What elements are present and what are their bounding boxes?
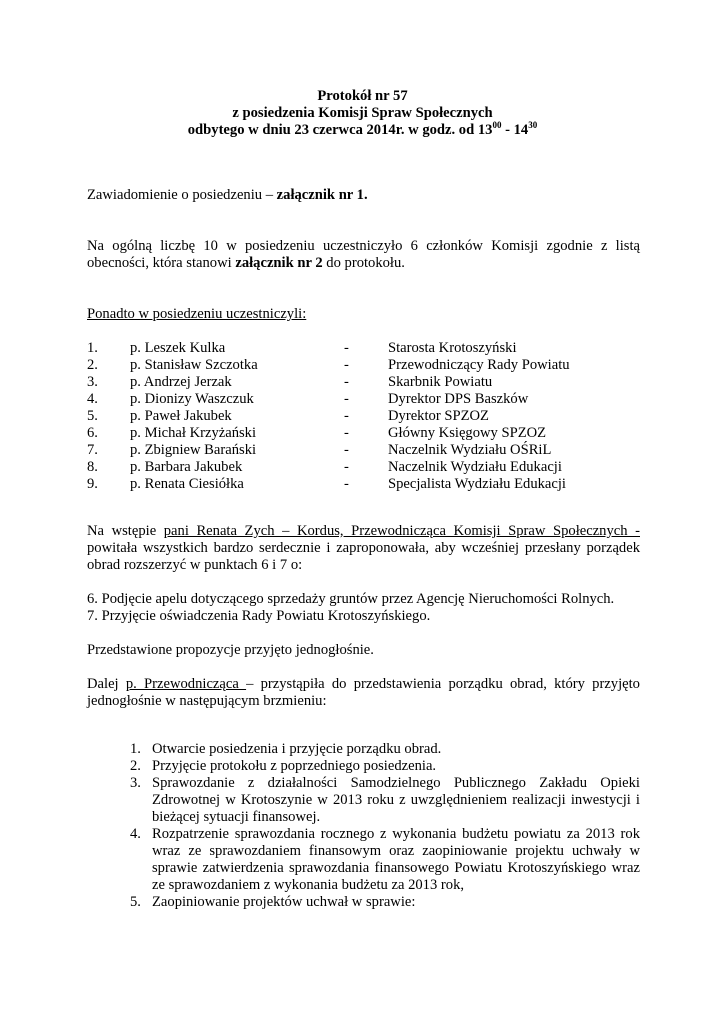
participants-heading: Ponadto w posiedzeniu uczestniczyli: (87, 306, 307, 322)
participant-row: 1. p. Leszek Kulka - Starosta Krotoszyński (87, 340, 517, 356)
attendance-paragraph: Na ogólną liczbę 10 w posiedzeniu uczestniczyło 6 członków Komisji zgodnie z listą obecności, która stanowi załącznik nr 2 do protokołu. (87, 238, 640, 271)
participant-row: 8. p. Barbara Jakubek - Naczelnik Wydziału Edukacji (87, 459, 562, 475)
intro-paragraph: Na wstępie pani Renata Zych – Kordus, Przewodnicząca Komisji Spraw Społecznych - powitała wszystkich bardzo serdecznie i zaproponowała, aby wcześniej przesłany porządek obrad rozszerzyć w punktach 6 i 7 o: (87, 523, 640, 573)
agenda-addition-7: 7. Przyjęcie oświadczenia Rady Powiatu Krotoszyńskiego. (87, 608, 431, 624)
accepted-statement: Przedstawione propozycje przyjęto jednogłośnie. (87, 642, 374, 658)
document-header (0, 88, 725, 139)
participant-row: 7. p. Zbigniew Barański - Naczelnik Wydziału OŚRiL (87, 442, 552, 458)
agenda-addition-6: 6. Podjęcie apelu dotyczącego sprzedaży gruntów przez Agencję Nieruchomości Rolnych. (87, 591, 615, 607)
participant-row: 6. p. Michał Krzyżański - Główny Księgowy SPZOZ (87, 425, 547, 441)
participant-row: 5. p. Paweł Jakubek - Dyrektor SPZOZ (87, 408, 489, 424)
protocol-subtitle: z posiedzenia Komisji Spraw Społecznych (232, 105, 493, 121)
participant-row: 9. p. Renata Ciesiółka - Specjalista Wydziału Edukacji (87, 476, 566, 492)
notice-paragraph: Zawiadomienie o posiedzeniu – załącznik nr 1. (87, 187, 368, 203)
further-paragraph: Dalej p. Przewodnicząca – przystąpiła do przedstawienia porządku obrad, który przyjęto jednogłośnie w następującym brzmieniu: (87, 676, 640, 709)
protocol-title: Protokół nr 57 (317, 88, 408, 104)
participant-row: 3. p. Andrzej Jerzak - Skarbnik Powiatu (87, 374, 493, 390)
participant-row: 4. p. Dionizy Waszczuk - Dyrektor DPS Baszków (87, 391, 529, 407)
protocol-date: odbytego w dniu 23 czerwca 2014r. w godz. od $13^{00} - 14^{30}$ (187, 120, 538, 138)
participant-row: 2. p. Stanisław Szczotka - Przewodniczący Rady Powiatu (87, 357, 570, 373)
document-page: Protokół nr 57 z posiedzenia Komisji Spraw Społecznych odbytego w dniu 23 czerwca 2014r. w godz. od $13^{00} - 14^{30}$ Zawiadomienie o posiedzeniu – załącznik nr 1. Na ogólną liczbę 10 w posiedzeniu uczestniczyło 6 członków Komisji zgodnie z listą obecności, która stanowi załącznik nr 2 do protokołu. Ponadto w posiedzeniu uczestniczyli: 1. p. Leszek Kulka - Starosta Krotoszyński 2. p. Stanisław Szczotka - Przewodniczący Rady Powiatu 3. p. Andrzej Jerzak - Skarbnik Powiatu 4. p. Dionizy Waszczuk - Dyrektor DPS Baszków 5. p. Paweł Jakubek - Dyrektor SPZOZ 6. p. Michał Krzyżański - Główny Księgowy SPZOZ 7. p. Zbigniew Barański - Naczelnik Wydziału OŚRiL 8. p. Barbara Jakubek - Naczelnik Wydziału Edukacji 9. p. Renata Ciesiółka - Specjalista Wydziału Edukacji Na wstępie pani Renata Zych – Kordus, Przewodnicząca Komisji Spraw Społecznych - powitała wszystkich bardzo serdecznie i zaproponowała, aby wcześniej przesłany porządek obrad rozszerzyć w punktach 6 i 7 o: 6. Podjęcie apelu dotyczącego sprzedaży gruntów przez Agencję Nieruchomości Rolnych. 7. Przyjęcie oświadczenia Rady Powiatu Krotoszyńskiego. Przedstawione propozycje przyjęto jednogłośnie. Dalej p. Przewodnicząca – przystąpiła do przedstawienia porządku obrad, który przyjęto jednogłośnie w następującym brzmieniu: 1. Otwarcie posiedzenia i przyjęcie porządku obrad. 2. Przyjęcie protokołu z poprzedniego posiedzenia. 3. Sprawozdanie z działalności Samodzielnego Publicznego Zakładu Opieki Zdrowotnej w Krotoszynie w 2013 roku z uwzględnieniem realizacji inwestycji i bieżącej sytuacji finansowej. 4. Rozpatrzenie sprawozdania rocznego z wykonania budżetu powiatu za 2013 rok wraz ze sprawozdaniem finansowym oraz zaopiniowanie projektu uchwały w sprawie zatwierdzenia sprawozdania finansowego Powiatu Krotoszyńskiego wraz ze sprawozdaniem z wykonania budżetu za 2013 rok, 5. Zaopiniowanie projektów uchwał w sprawie: (0, 0, 725, 1024)
